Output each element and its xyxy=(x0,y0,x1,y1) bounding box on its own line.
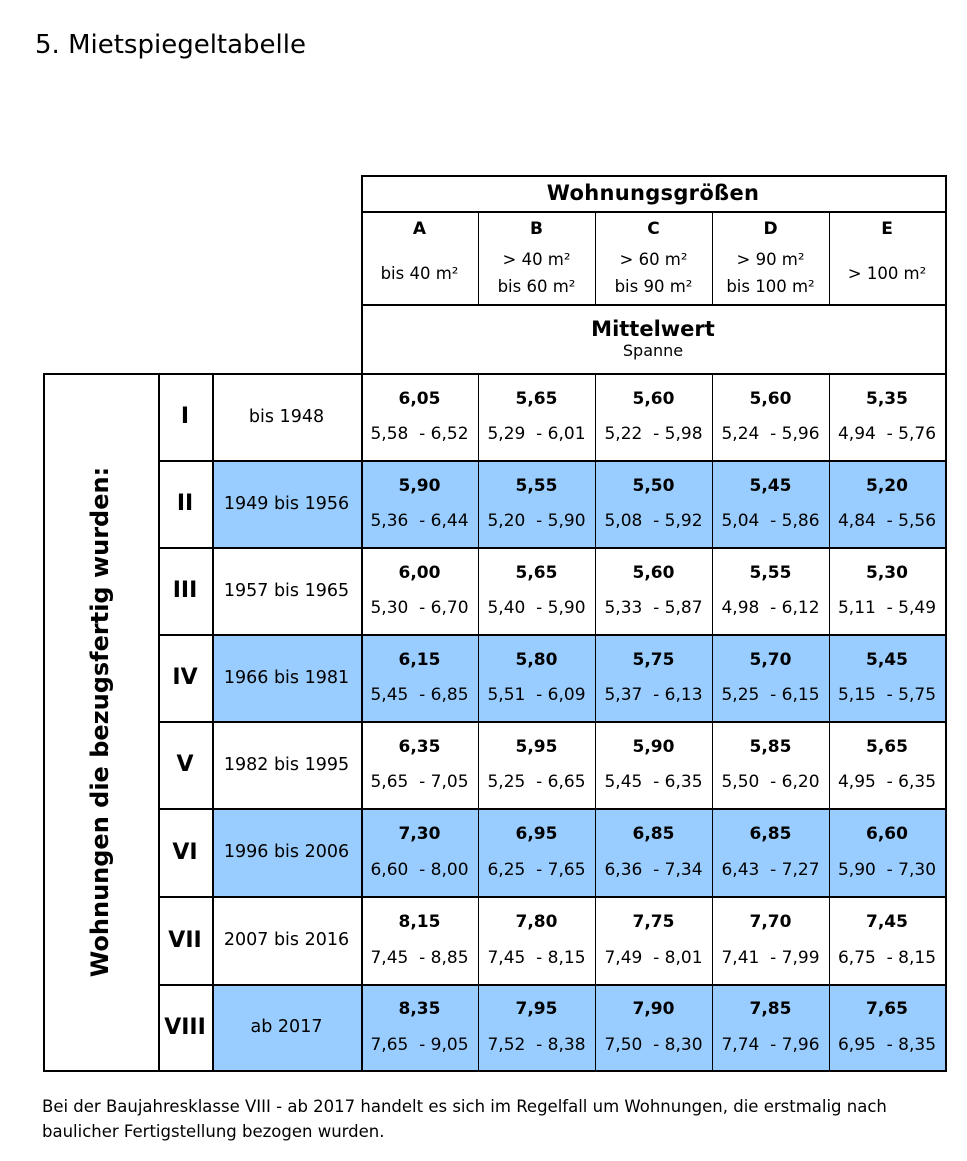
mean-value: 5,90 xyxy=(398,475,441,496)
range-value: 7,65 - 9,05 xyxy=(370,1034,469,1055)
range-value: 5,45 - 6,85 xyxy=(370,685,469,706)
range-value: 5,11 - 5,49 xyxy=(837,598,937,619)
value-cell xyxy=(478,547,595,634)
column-size-line2: bis 60 m² xyxy=(497,277,576,296)
mean-value: 5,35 xyxy=(866,388,908,409)
row-years: 1949 bis 1956 xyxy=(223,493,350,514)
value-cell xyxy=(478,634,595,721)
range-value: 7,41 - 7,99 xyxy=(721,948,820,968)
range-value: 5,29 - 6,01 xyxy=(487,424,586,445)
row-class-cell xyxy=(158,547,212,634)
column-size-cell xyxy=(712,244,829,302)
mean-value: 5,65 xyxy=(515,388,558,409)
range-value: 5,08 - 5,92 xyxy=(604,511,703,532)
column-letter-cell xyxy=(829,214,945,244)
value-cell xyxy=(712,896,829,984)
value-cell xyxy=(829,634,945,721)
row-years: ab 2017 xyxy=(250,1017,323,1037)
column-letter-cell xyxy=(712,214,829,244)
range-value: 6,36 - 7,34 xyxy=(604,860,703,880)
mean-value: 5,30 xyxy=(866,562,908,583)
row-divider xyxy=(158,721,945,723)
spanne-label: Spanne xyxy=(622,341,684,360)
value-cell xyxy=(595,984,712,1070)
body-border-bottom xyxy=(43,1070,947,1072)
column-letter: E xyxy=(881,219,893,239)
row-years-cell xyxy=(212,896,361,984)
column-size-line1: > 100 m² xyxy=(847,263,927,283)
value-cell xyxy=(361,373,478,460)
value-cell xyxy=(712,547,829,634)
column-size-cell xyxy=(478,244,595,302)
body-border-top xyxy=(43,373,947,375)
mean-value: 5,60 xyxy=(632,388,675,409)
mean-value: 5,70 xyxy=(749,649,792,670)
column-size-line1: bis 40 m² xyxy=(380,263,459,283)
value-cell xyxy=(829,373,945,460)
column-letter-cell xyxy=(478,214,595,244)
header-title-cell xyxy=(361,175,945,211)
range-value: 5,04 - 5,86 xyxy=(721,511,820,532)
header-col-divider xyxy=(829,211,830,304)
row-years: 2007 bis 2016 xyxy=(223,930,350,950)
mean-value: 6,00 xyxy=(398,562,441,583)
row-years-cell xyxy=(212,460,361,547)
row-years-cell xyxy=(212,634,361,721)
mean-value: 7,95 xyxy=(515,999,558,1020)
value-cell xyxy=(829,896,945,984)
mean-value: 7,30 xyxy=(398,824,441,844)
range-value: 5,36 - 6,44 xyxy=(370,511,469,532)
header-col-divider xyxy=(595,211,596,304)
value-cell xyxy=(595,808,712,896)
range-value: 4,95 - 6,35 xyxy=(837,772,937,793)
value-cell xyxy=(595,634,712,721)
value-cell xyxy=(712,373,829,460)
range-value: 7,49 - 8,01 xyxy=(604,948,703,968)
row-divider xyxy=(158,547,945,549)
mean-value: 8,35 xyxy=(398,999,441,1020)
range-value: 4,94 - 5,76 xyxy=(837,424,937,445)
range-value: 7,45 - 8,85 xyxy=(370,948,469,968)
footnote: Bei der Baujahresklasse VIII - ab 2017 handelt es sich im Regelfall um Wohnungen, die erstmalig nach baulicher Fertigstellung bezogen wurden. xyxy=(42,1097,887,1141)
mittelwert-label: Mittelwert xyxy=(591,317,715,341)
range-value: 4,84 - 5,56 xyxy=(837,511,937,532)
header-col-divider xyxy=(478,211,479,304)
row-class: VI xyxy=(172,839,198,865)
column-letter: D xyxy=(763,219,778,239)
range-value: 5,25 - 6,15 xyxy=(721,685,820,706)
value-cell xyxy=(829,547,945,634)
row-class-cell xyxy=(158,808,212,896)
column-size-line1: > 90 m² xyxy=(736,250,805,269)
row-years-cell xyxy=(212,547,361,634)
mean-value: 5,50 xyxy=(632,475,675,496)
range-value: 7,50 - 8,30 xyxy=(604,1034,703,1055)
value-cell xyxy=(361,547,478,634)
row-class: III xyxy=(172,578,198,603)
range-value: 6,43 - 7,27 xyxy=(721,860,820,880)
row-divider xyxy=(158,634,945,636)
value-cell xyxy=(712,460,829,547)
mean-value: 5,80 xyxy=(515,649,558,670)
row-divider xyxy=(158,808,945,810)
mean-value: 6,85 xyxy=(632,824,675,844)
value-cell xyxy=(478,721,595,808)
column-size-cell xyxy=(361,244,478,302)
column-letter-cell xyxy=(595,214,712,244)
range-value: 5,50 - 6,20 xyxy=(721,772,820,793)
mean-value: 6,05 xyxy=(398,388,441,409)
mean-value: 5,60 xyxy=(632,562,675,583)
value-cell xyxy=(595,721,712,808)
value-cell xyxy=(595,547,712,634)
row-class: VII xyxy=(168,927,202,953)
row-class: IV xyxy=(172,665,198,690)
mean-value: 7,45 xyxy=(866,912,908,932)
range-value: 5,58 - 6,52 xyxy=(370,424,469,445)
row-class: VIII xyxy=(164,1014,206,1040)
row-divider xyxy=(158,460,945,462)
value-cell xyxy=(361,634,478,721)
mean-value: 7,75 xyxy=(632,912,675,932)
value-cell xyxy=(361,984,478,1070)
row-years-cell xyxy=(212,373,361,460)
value-cell xyxy=(829,808,945,896)
value-cell xyxy=(595,373,712,460)
mean-value: 7,80 xyxy=(515,912,558,932)
value-cell xyxy=(712,808,829,896)
mean-value: 7,85 xyxy=(749,999,792,1020)
row-class: I xyxy=(180,404,190,429)
range-value: 6,25 - 7,65 xyxy=(487,860,586,880)
mean-value: 5,45 xyxy=(749,475,792,496)
mean-value: 5,95 xyxy=(515,736,558,757)
mean-value: 6,95 xyxy=(515,824,558,844)
mean-value: 7,90 xyxy=(632,999,675,1020)
mittelwert-cell xyxy=(361,304,945,373)
range-value: 5,45 - 6,35 xyxy=(604,772,703,793)
row-class: II xyxy=(176,491,194,516)
range-value: 6,95 - 8,35 xyxy=(837,1034,937,1055)
range-value: 5,40 - 5,90 xyxy=(487,598,586,619)
value-cell xyxy=(829,460,945,547)
header-border-top xyxy=(361,175,947,177)
value-cell xyxy=(712,634,829,721)
mean-value: 5,65 xyxy=(515,562,558,583)
mean-value: 5,55 xyxy=(515,475,558,496)
column-letter: B xyxy=(530,219,543,239)
value-cell xyxy=(595,896,712,984)
column-size-line1: > 60 m² xyxy=(619,250,688,269)
range-value: 5,51 - 6,09 xyxy=(487,685,586,706)
row-class: V xyxy=(176,752,194,777)
mean-value: 5,55 xyxy=(749,562,792,583)
range-value: 5,37 - 6,13 xyxy=(604,685,703,706)
row-years-cell xyxy=(212,721,361,808)
header-border-right xyxy=(945,175,947,373)
range-value: 4,98 - 6,12 xyxy=(721,598,820,619)
value-cell xyxy=(712,721,829,808)
row-years-cell xyxy=(212,984,361,1070)
value-cell xyxy=(361,721,478,808)
mean-value: 5,45 xyxy=(866,649,908,670)
mean-value: 6,35 xyxy=(398,736,441,757)
row-class-cell xyxy=(158,896,212,984)
row-class-cell xyxy=(158,373,212,460)
row-years: 1957 bis 1965 xyxy=(223,580,350,601)
row-group-label-cell xyxy=(43,373,157,1070)
row-group-label: Wohnungen die bezugsfertig wurden: xyxy=(86,466,114,977)
value-cell xyxy=(478,808,595,896)
column-letter: C xyxy=(647,219,660,239)
range-value: 5,15 - 5,75 xyxy=(837,685,937,706)
value-cell xyxy=(361,808,478,896)
range-value: 5,90 - 7,30 xyxy=(837,860,937,880)
range-value: 5,25 - 6,65 xyxy=(487,772,586,793)
column-size-line2: bis 100 m² xyxy=(726,277,815,296)
row-class-cell xyxy=(158,984,212,1070)
column-size-line1: > 40 m² xyxy=(502,250,571,269)
range-value: 5,24 - 5,96 xyxy=(721,424,820,445)
header-border xyxy=(361,304,945,306)
row-divider xyxy=(158,984,945,986)
row-years: bis 1948 xyxy=(248,406,325,427)
mean-value: 6,60 xyxy=(866,824,908,844)
mean-value: 8,15 xyxy=(398,912,441,932)
column-letter-cell xyxy=(361,214,478,244)
value-cell xyxy=(478,460,595,547)
header-title: Wohnungsgrößen xyxy=(546,181,760,205)
mean-value: 6,15 xyxy=(398,649,441,670)
value-cell xyxy=(712,984,829,1070)
header-border-left xyxy=(361,175,363,373)
value-cell xyxy=(361,460,478,547)
value-cell xyxy=(478,373,595,460)
column-letter: A xyxy=(412,219,427,239)
mean-value: 6,85 xyxy=(749,824,792,844)
row-years: 1966 bis 1981 xyxy=(223,667,350,688)
range-value: 5,65 - 7,05 xyxy=(370,772,469,793)
column-size-cell xyxy=(595,244,712,302)
mean-value: 5,60 xyxy=(749,388,792,409)
mean-value: 7,65 xyxy=(866,999,908,1020)
body-border-left xyxy=(43,373,45,1070)
mean-value: 5,20 xyxy=(866,475,908,496)
range-value: 5,30 - 6,70 xyxy=(370,598,469,619)
value-cell xyxy=(478,984,595,1070)
row-years: 1982 bis 1995 xyxy=(223,754,350,775)
range-value: 6,60 - 8,00 xyxy=(370,860,469,880)
mean-value: 5,65 xyxy=(866,736,908,757)
header-border xyxy=(361,211,945,213)
mean-value: 5,75 xyxy=(632,649,675,670)
range-value: 5,20 - 5,90 xyxy=(487,511,586,532)
row-class-cell xyxy=(158,721,212,808)
range-value: 7,74 - 7,96 xyxy=(721,1034,820,1055)
page-title: 5. Mietspiegeltabelle xyxy=(35,30,306,60)
range-value: 5,22 - 5,98 xyxy=(604,424,703,445)
row-years-cell xyxy=(212,808,361,896)
row-years: 1996 bis 2006 xyxy=(223,842,350,862)
value-cell xyxy=(361,896,478,984)
range-value: 6,75 - 8,15 xyxy=(837,948,937,968)
range-value: 7,52 - 8,38 xyxy=(487,1034,586,1055)
mean-value: 5,90 xyxy=(632,736,675,757)
body-border-right xyxy=(945,373,947,1072)
value-cell xyxy=(829,721,945,808)
range-value: 7,45 - 8,15 xyxy=(487,948,586,968)
value-cell xyxy=(595,460,712,547)
value-cell xyxy=(829,984,945,1070)
column-size-line2: bis 90 m² xyxy=(614,277,693,296)
row-class-cell xyxy=(158,460,212,547)
mean-value: 5,85 xyxy=(749,736,792,757)
header-col-divider xyxy=(712,211,713,304)
value-cell xyxy=(478,896,595,984)
range-value: 5,33 - 5,87 xyxy=(604,598,703,619)
row-class-cell xyxy=(158,634,212,721)
row-divider xyxy=(158,896,945,898)
mean-value: 7,70 xyxy=(749,912,792,932)
column-size-cell xyxy=(829,244,945,302)
